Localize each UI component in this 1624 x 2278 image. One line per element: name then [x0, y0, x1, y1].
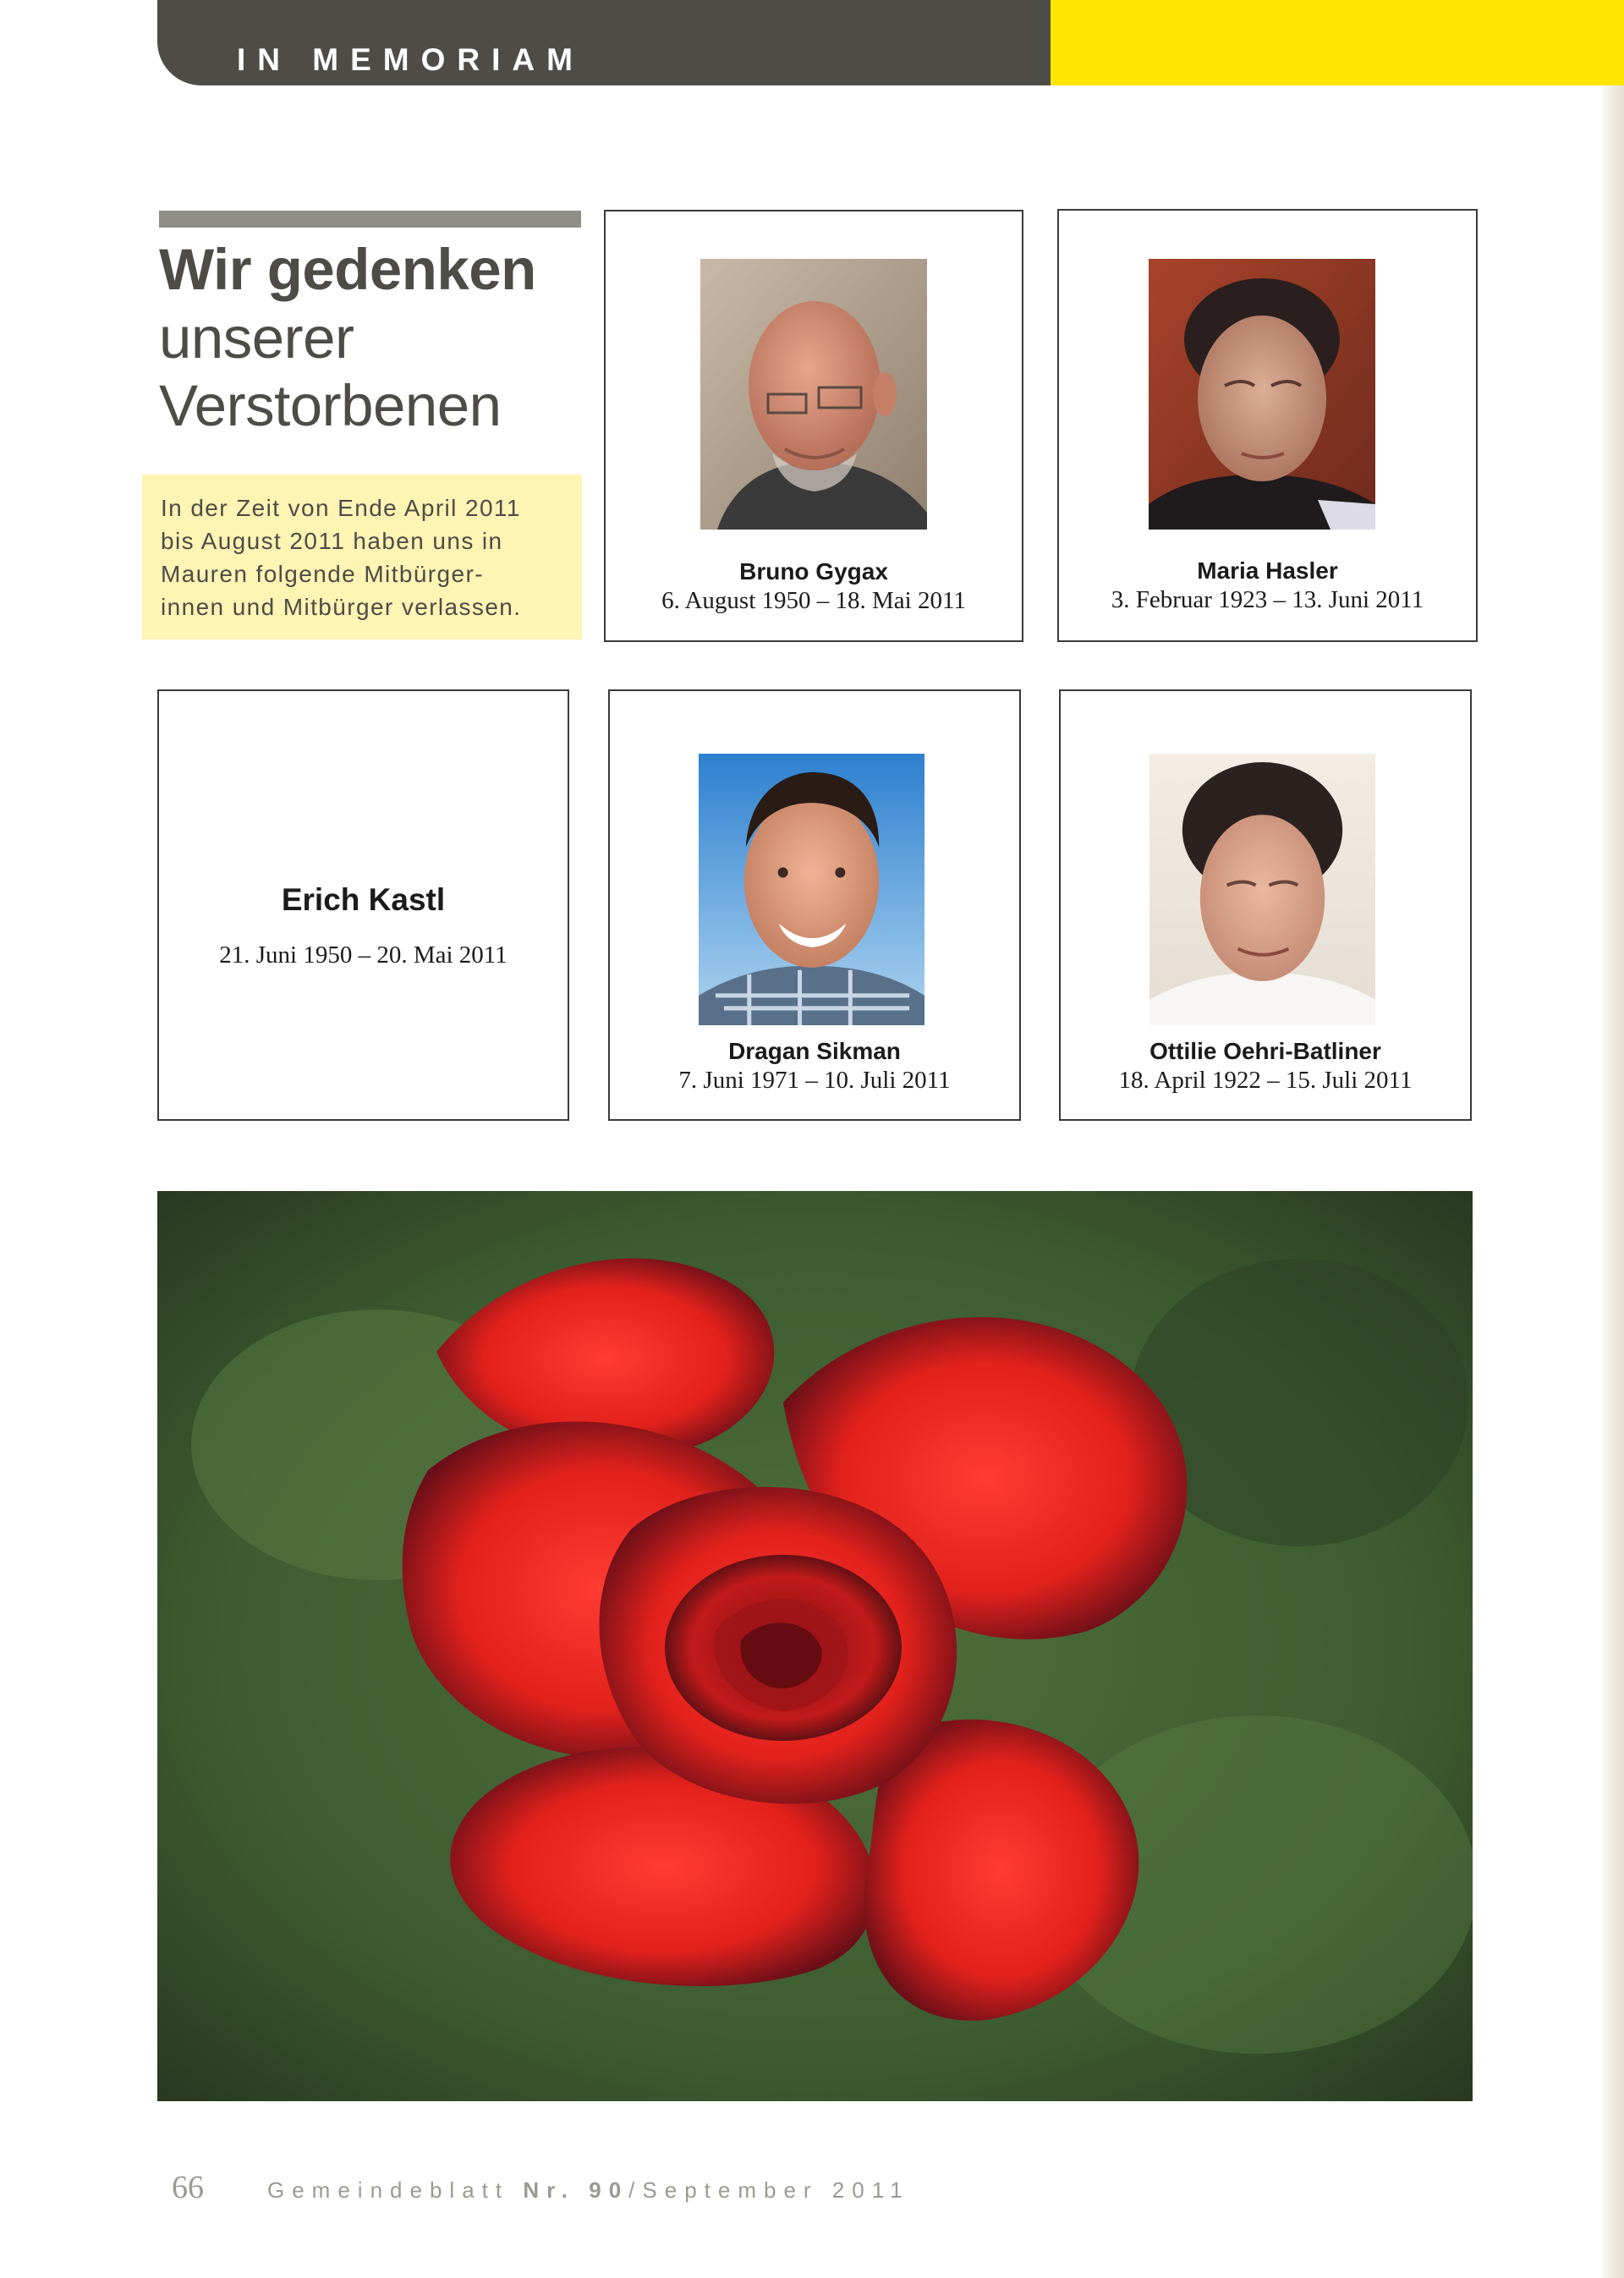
- memorial-card: [604, 210, 1023, 642]
- memorial-card: [608, 689, 1021, 1121]
- section-title: IN MEMORIAM: [237, 42, 584, 77]
- heading-line-3: Verstorbenen: [159, 373, 502, 438]
- heading-line-1: Wir gedenken: [159, 237, 536, 302]
- life-dates: 3. Februar 1923 – 13. Juni 2011: [1111, 586, 1424, 613]
- deceased-name: Dragan Sikman: [728, 1038, 901, 1064]
- intro-box: [142, 475, 582, 639]
- deceased-name: Bruno Gygax: [739, 558, 888, 585]
- intro-line: innen und Mitbürger verlassen.: [161, 594, 522, 620]
- memorial-card: [1057, 209, 1478, 642]
- portrait-photo: [1149, 754, 1375, 1025]
- issue-date: September 2011: [642, 2177, 910, 2203]
- life-dates: 18. April 1922 – 15. Juli 2011: [1118, 1067, 1413, 1094]
- life-dates: 21. Juni 1950 – 20. Mai 2011: [219, 941, 508, 969]
- footer-publication-line: [267, 2177, 910, 2204]
- deceased-name: Erich Kastl: [281, 882, 446, 917]
- paper-edge: [1602, 85, 1624, 2278]
- rose-photo: [157, 1191, 1473, 2101]
- portrait-photo: [1149, 259, 1375, 530]
- intro-line: bis August 2011 haben uns in: [161, 528, 503, 554]
- intro-line: In der Zeit von Ende April 2011: [161, 495, 521, 521]
- portrait-photo: [700, 259, 927, 530]
- heading-line-2: unserer: [159, 305, 354, 371]
- page-number: 66: [172, 2170, 204, 2205]
- portrait-photo: [699, 754, 924, 1025]
- life-dates: 6. August 1950 – 18. Mai 2011: [661, 587, 966, 614]
- header-accent-bar: [1051, 0, 1624, 85]
- issue-label: Nr. 90: [523, 2177, 629, 2203]
- heading-rule: [159, 211, 581, 228]
- publication-name: Gemeindeblatt: [267, 2177, 510, 2203]
- footer-separator: /: [628, 2177, 643, 2203]
- intro-line: Mauren folgende Mitbürger-: [161, 561, 484, 587]
- life-dates: 7. Juni 1971 – 10. Juli 2011: [678, 1067, 951, 1094]
- deceased-name: Ottilie Oehri-Batliner: [1149, 1038, 1381, 1064]
- page-heading: [159, 235, 599, 440]
- deceased-name: Maria Hasler: [1197, 557, 1338, 584]
- memorial-card: [1059, 689, 1472, 1121]
- memorial-card: [157, 689, 569, 1121]
